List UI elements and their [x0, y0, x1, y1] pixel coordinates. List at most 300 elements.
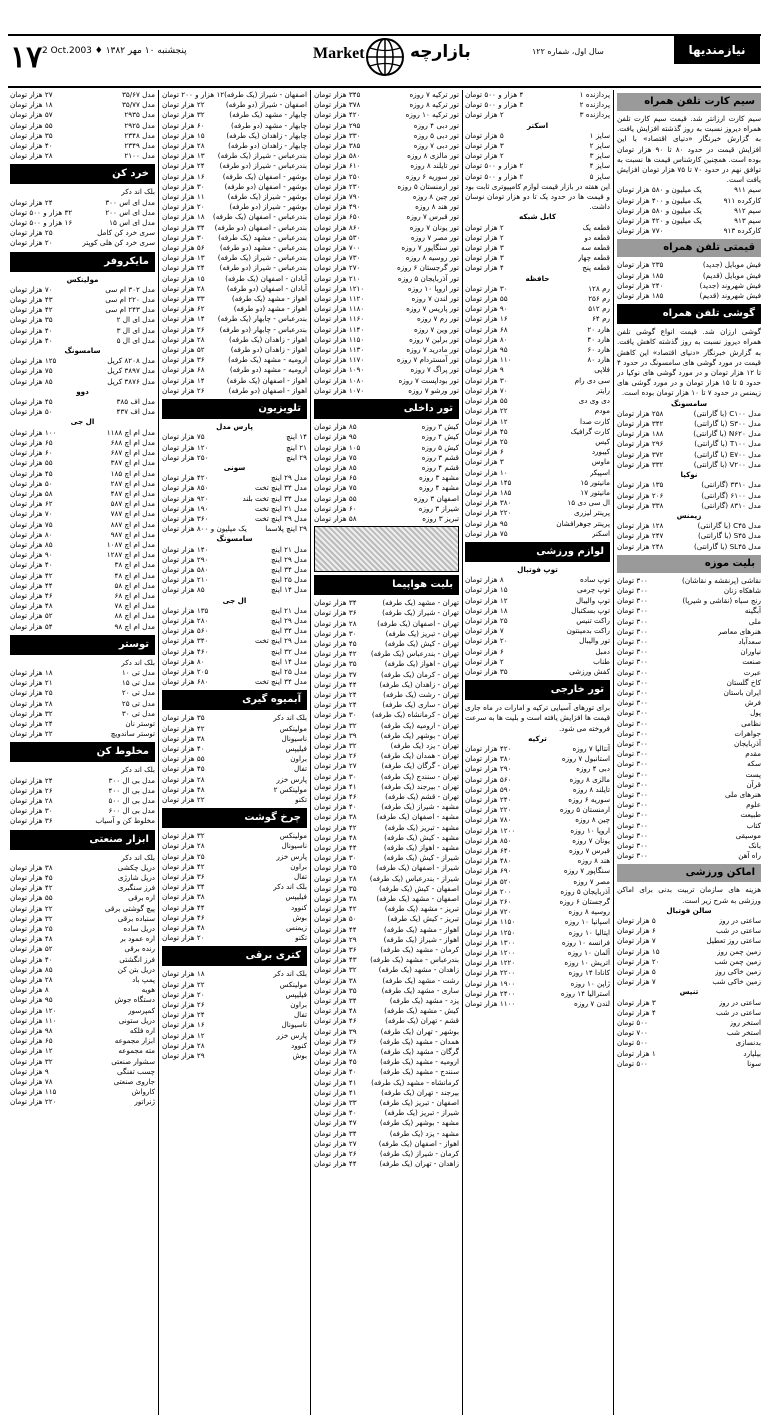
list-item [617, 708, 761, 718]
item-price: ۵۶ هزار تومان [162, 243, 205, 253]
item-label: مدل ای ال ۵ [116, 335, 155, 345]
list-item [10, 428, 155, 438]
list-item [10, 366, 155, 376]
item-label: نقاشی (پرنقشه و نقاشان) [682, 575, 761, 585]
list-item [314, 514, 459, 524]
item-label: آبادان - اصفهان (یک طرفه) [225, 273, 307, 283]
item-label: تور سوریه ۶ روزه [405, 171, 459, 181]
item-price: ۱۸۵ هزار تومان [617, 270, 664, 280]
item-label: فیلیپس [285, 743, 307, 753]
list-item [10, 141, 155, 151]
item-price: ۱۱ هزار تومان [162, 192, 205, 202]
list-item [465, 396, 610, 406]
item-price: ۲۹۰ هزار تومان [465, 764, 512, 774]
list-item [465, 223, 610, 233]
item-price: ۳۴۵ هزار تومان [314, 90, 361, 99]
item-label: فیش شهروند (جدید) [699, 280, 761, 290]
list-item [617, 800, 761, 810]
item-price: ۲۸ هزار تومان [314, 1047, 357, 1057]
item-price: ۲۷۰ هزار تومان [314, 263, 361, 273]
list-item [617, 1059, 761, 1069]
item-price: ۲ هزار تومان [465, 151, 504, 161]
siemens-list [617, 521, 761, 552]
item-price: ۱۳۵ هزار تومان [162, 605, 209, 615]
list-item [465, 785, 610, 795]
item-label: دریل بتن کن [117, 964, 155, 974]
item-price: ۳۶ هزار تومان [162, 355, 205, 365]
list-item [162, 192, 307, 202]
item-price: ۵۵ هزار تومان [10, 893, 53, 903]
item-label: رم ۶۴ [592, 314, 610, 324]
item-price: ۱۹۰۰ هزار تومان [465, 978, 516, 988]
list-item [314, 100, 459, 110]
item-label: استانبول ۷ روزه [561, 754, 610, 764]
item-label: مدل ۲۱ اینچ تخت [255, 503, 307, 513]
item-label: اصفهان - مشهد (یک طرفه) [376, 894, 459, 904]
list-item [314, 792, 459, 802]
item-label: هند ۸ روزه [577, 856, 610, 866]
domestic-list [314, 422, 459, 524]
list-item [617, 668, 761, 678]
item-label: اره برقی [128, 893, 155, 903]
item-label: مدل SL۴۵ (با گارانتی) [693, 541, 761, 551]
list-item [162, 110, 307, 120]
item-label: صنعت [742, 657, 761, 667]
item-label: قشم ۴ روزه [421, 462, 459, 472]
list-item [314, 345, 459, 355]
list-item [162, 882, 307, 892]
item-label: موسیقی [735, 830, 761, 840]
item-label: تهران - رشت (یک طرفه) [383, 689, 459, 699]
item-label: اسپانیا ۱۰ روزه [564, 917, 610, 927]
list-item [10, 581, 155, 591]
item-label: کیش ۵ روزه [421, 442, 459, 452]
list-item [10, 560, 155, 570]
monitor-list [465, 131, 610, 182]
item-price: ۳۰۰ تومان [617, 636, 648, 646]
item-price: ۳۴ هزار تومان [314, 1128, 357, 1138]
micro-list-d [10, 428, 155, 632]
item-price: ۶ هزار تومان [465, 447, 504, 457]
list-item [314, 1149, 459, 1159]
list-item [465, 488, 610, 498]
list-item [10, 658, 155, 668]
list-item [10, 540, 155, 550]
item-label: مانیتور ۱۷ [580, 487, 610, 497]
tv-list-d [162, 606, 307, 688]
sub-pars: پارس مدل [216, 422, 253, 432]
item-label: گرجستان ۶ روزه [559, 897, 610, 907]
item-price: ۳۹ هزار تومان [314, 730, 357, 740]
item-label: سونا [747, 1058, 761, 1068]
list-item [465, 938, 610, 948]
item-label: تور هند ۸ روزه [415, 202, 459, 212]
item-price: ۲۲ هزار تومان [162, 795, 205, 804]
list-item [617, 271, 761, 281]
tv-list-a [162, 432, 307, 463]
item-price: ۱۸ هزار تومان [465, 605, 508, 615]
item-label: بلک اند دکر [273, 969, 307, 979]
item-price: ۷۵ هزار تومان [465, 528, 508, 538]
list-item [465, 141, 610, 151]
item-label: مدل ۲۹ اینچ [271, 615, 307, 625]
item-price: ۳۰۰ تومان [617, 677, 648, 687]
item-price: ۱۱۰ هزار تومان [465, 355, 512, 365]
item-label: بلک اند دکر [121, 657, 155, 667]
item-price: ۱۱۰ هزار تومان [10, 1015, 57, 1025]
airplane-image [314, 526, 459, 572]
list-item [314, 335, 459, 345]
item-price: ۳۰۰ تومان [617, 841, 648, 850]
item-price: ۳۸ هزار تومان [162, 733, 205, 743]
item-label: مدل ۳۴ اینچ تخت [255, 483, 307, 493]
item-label: تور دبی ۷ روزه [413, 141, 459, 151]
item-label: فیلیپس [285, 892, 307, 902]
item-price: ۳۰۰ تومان [617, 718, 648, 728]
item-price: ۳۶ هزار تومان [314, 945, 357, 955]
item-label: ژنراتور [134, 1097, 155, 1107]
item-label: قطعه دو [584, 232, 610, 242]
list-item [617, 926, 761, 936]
item-label: اهواز - مشهد (یک طرفه) [383, 924, 459, 934]
item-label: تهران - کرمانشاه (یک طرفه) [371, 710, 459, 720]
item-price: ۲۰ هزار تومان [162, 933, 205, 943]
item-label: کارکرده ۹۱۱ [723, 195, 761, 205]
item-price: ۴۹۰ هزار تومان [314, 202, 361, 212]
item-price: ۷ هزار تومان [465, 626, 504, 636]
list-item [10, 469, 155, 479]
item-price: ۳۵ هزار تومان [162, 713, 205, 723]
item-price: ۱۱۴۰ هزار تومان [314, 324, 365, 334]
item-label: مدل ام اچ ۷۸ [114, 601, 155, 611]
item-label: کرمانشاه - مشهد (یک طرفه) [371, 1077, 459, 1087]
item-label: مشهد ۴ روزه [419, 483, 459, 493]
item-price: ۴۶ هزار تومان [10, 590, 53, 600]
list-item [10, 944, 155, 954]
item-price: ۴۱ هزار تومان [314, 781, 357, 791]
item-label: ال سی دی ۱۵ [567, 498, 610, 508]
item-label: ارومیه - مشهد (یک طرفه) [228, 355, 307, 365]
item-price: ۴۳ هزار تومان [10, 295, 53, 305]
item-label: بوشهر - شیراز (یک طرفه) [227, 192, 307, 202]
item-price: ۲۹۵ هزار تومان [314, 120, 361, 130]
list-item [465, 172, 610, 182]
item-price: ۲۶ هزار تومان [314, 1149, 357, 1159]
item-label: مدل ۲۵ اینچ [271, 575, 307, 585]
list-item [617, 291, 761, 301]
item-price: ۲۸ هزار تومان [10, 151, 53, 161]
list-item [162, 314, 307, 324]
list-item [465, 979, 610, 989]
item-price: یک میلیون و ۴۲۰ هزار تومان [617, 216, 702, 226]
item-price: ۴۴ هزار تومان [314, 679, 357, 689]
item-label: زاهدان - مشهد (یک طرفه) [378, 965, 459, 975]
item-price: ۲ هزار تومان [465, 656, 504, 666]
item-label: دی وی دی [578, 396, 610, 406]
item-price: ۳۴۰ هزار تومان [162, 636, 209, 646]
item-label: مدل N۶۲۰ (با گارانتی) [693, 429, 761, 439]
list-item [617, 617, 761, 627]
item-label: اروپا ۱۰ روزه [570, 825, 610, 835]
list-item [617, 637, 761, 647]
item-label: مدل ام اچ ۱۲۸۷ [106, 550, 155, 560]
item-label: مدل ۲۹ اینچ [271, 554, 307, 564]
list-item [617, 531, 761, 541]
list-item [465, 304, 610, 314]
item-label: ساعتی در روز [718, 997, 761, 1007]
list-item [162, 141, 307, 151]
item-price: ۳۰ هزار تومان [162, 232, 205, 242]
item-label: قبرس ۷ روزه [569, 846, 610, 856]
newspaper-logo: نیازمندیها [674, 36, 760, 64]
list-item [465, 795, 610, 805]
item-label: مولینکس [279, 723, 307, 733]
item-label: دریل ستونی [118, 1015, 155, 1025]
list-item [10, 571, 155, 581]
list-item [314, 1016, 459, 1026]
item-label: کمپرسور [128, 1005, 155, 1015]
list-item [162, 131, 307, 141]
item-price: ۳۰ هزار تومان [314, 710, 357, 720]
item-label: دستگاه جوش [114, 995, 155, 1005]
list-item [314, 639, 459, 649]
list-item [314, 986, 459, 996]
item-price: ۳۰۰ تومان [617, 708, 648, 718]
item-price: ۱۸۸ هزار تومان [617, 429, 664, 439]
item-price: ۴۲ هزار تومان [314, 904, 357, 914]
item-price: ۳۰۰ تومان [617, 647, 648, 657]
list-item [465, 314, 610, 324]
item-label: مدل C۴۵ (با گارانتی) [697, 521, 761, 531]
item-price: ۲۴۰ هزار تومان [465, 795, 512, 804]
item-price: ۱۶ هزار تومان [162, 1020, 205, 1030]
item-label: مدل ام اچ ۴۸۷ [110, 488, 155, 498]
heading-blender: خرد کن [10, 164, 155, 184]
list-item [10, 995, 155, 1005]
list-item [465, 805, 610, 815]
item-label: مدل ۲۹۳۵ [124, 110, 155, 120]
heading-air-ticket: بلیت هواپیما [314, 575, 459, 595]
item-label: مدل ۲۱۰۰ [124, 151, 155, 161]
item-price: ۳۲ هزار تومان [10, 913, 53, 923]
list-item [10, 1006, 155, 1016]
item-price: ۹۵ هزار تومان [10, 995, 53, 1005]
item-price: ۸۵ هزار تومان [10, 539, 53, 549]
list-item [465, 647, 610, 657]
list-item [314, 263, 459, 273]
item-price: ۱۸ هزار تومان [10, 100, 53, 110]
list-item [617, 739, 761, 749]
list-item [162, 933, 307, 943]
air-list [314, 598, 459, 1169]
list-item [465, 575, 610, 585]
list-item [314, 223, 459, 233]
list-item [465, 325, 610, 335]
item-label: تهران - همدان (یک طرفه) [380, 751, 459, 761]
list-item [162, 1041, 307, 1051]
item-price: ۷۰ هزار تومان [10, 509, 53, 519]
item-price: ۱۱۸۰ هزار تومان [314, 304, 365, 314]
item-label: مدل ام اچ ۱۱۸۸ [106, 427, 155, 437]
item-label: پردازنده ۲ [579, 100, 610, 110]
list-item [617, 810, 761, 820]
list-item [162, 795, 307, 805]
list-item [314, 884, 459, 894]
list-item [10, 315, 155, 325]
item-price: ۳۳ هزار تومان [162, 294, 205, 304]
list-item [10, 601, 155, 611]
list-item [465, 815, 610, 825]
museum-list [617, 576, 761, 862]
item-label: مدل ام اچ ۹۸۷ [110, 529, 155, 539]
item-price: ۳۰۰ تومان [617, 800, 648, 810]
item-price: ۵۰۰ تومان [617, 1038, 648, 1048]
list-item [617, 576, 761, 586]
list-item [465, 744, 610, 754]
item-label: تهران - اصفهان (یک طرفه) [377, 618, 459, 628]
sub-mulinex: مولینکس [66, 274, 99, 284]
item-label: مدل ۲۴۳ ام سی [105, 305, 155, 315]
item-price: ۴۰ هزار تومان [10, 141, 53, 151]
item-price: ۴۲ هزار تومان [314, 822, 357, 832]
list-item [162, 233, 307, 243]
item-label: مدل ۲۳۴۹ [124, 141, 155, 151]
section-title-fa: بازارچه [410, 42, 471, 62]
item-label: قطعه یک [582, 222, 610, 232]
item-label: اسپیکر [589, 467, 610, 477]
sub-tennis: تنیس [679, 987, 699, 997]
item-price: ۶۸۰ هزار تومان [162, 677, 209, 687]
list-item [617, 450, 761, 460]
list-item [617, 821, 761, 831]
item-price: ۱۶ هزار تومان [465, 314, 508, 324]
item-label: تهران - مشهد (یک طرفه) [382, 598, 459, 608]
item-price: ۲۴ هزار تومان [10, 775, 53, 785]
item-price: ۳۲ هزار تومان [162, 110, 205, 120]
heading-simcard: سیم کارت تلفن همراه [617, 93, 761, 111]
item-price: ۷۰۰ هزار تومان [314, 243, 361, 253]
list-item [162, 1031, 307, 1041]
item-price: ۴۸ هزار تومان [314, 1006, 357, 1016]
item-label: طبیعت [740, 810, 761, 820]
item-price: ۲۸ هزار تومان [162, 141, 205, 151]
list-item [162, 616, 307, 626]
item-price: ۲۵ هزار تومان [10, 924, 53, 934]
item-label: رم ۲۵۶ [588, 294, 610, 304]
model-list [10, 90, 155, 161]
item-price: ۸۵ هزار تومان [314, 422, 357, 432]
tools-list [10, 853, 155, 1108]
list-item [465, 90, 610, 100]
list-item [10, 786, 155, 796]
item-label: هنرهای معاصر [717, 626, 761, 636]
item-price: ۵۸۰ هزار تومان [162, 564, 209, 574]
item-label: کارواش [131, 1087, 155, 1097]
item-label: مدل اف ۴۳۷ [116, 407, 155, 417]
item-price: ۴۲۰ هزار تومان [162, 473, 209, 483]
item-price: ۶۲ هزار تومان [10, 499, 53, 509]
item-label: مدل تی ۲۵ [121, 698, 155, 708]
list-item [314, 629, 459, 639]
item-price: ۹۵ هزار تومان [465, 518, 508, 528]
list-item [465, 457, 610, 467]
list-item [10, 1077, 155, 1087]
item-label: راه آهن [738, 851, 761, 861]
item-price: ۲۰۵ هزار تومان [162, 666, 209, 676]
item-price: ۴۰ هزار تومان [314, 802, 357, 812]
list-item [10, 873, 155, 883]
item-label: مدل ای اس ۱۵ [109, 218, 155, 228]
list-item [10, 336, 155, 346]
list-item [162, 386, 307, 396]
item-price: یک میلیون و ۸۰۰ هزار تومان [162, 524, 247, 534]
item-label: بلک اند دکر [121, 765, 155, 775]
item-price: ۷۰۰ تومان [617, 1028, 648, 1038]
item-label: مدل ۲۹۲۵ [124, 120, 155, 130]
list-item [617, 647, 761, 657]
list-item [617, 542, 761, 552]
kettle-list [162, 969, 307, 1061]
item-price: ۵۰ هزار تومان [314, 914, 357, 924]
list-item [162, 212, 307, 222]
sim-list [617, 185, 761, 236]
item-label: اصفهان - کیش (یک طرفه) [378, 883, 459, 893]
item-price: ۲۰ هزار تومان [465, 636, 508, 646]
item-price: ۲۱۰ هزار تومان [162, 575, 209, 585]
item-price: ۵۵ هزار تومان [162, 754, 205, 764]
item-price: ۳۰۰ تومان [617, 810, 648, 820]
item-label: مدل ۲۳۴۸ [124, 130, 155, 140]
item-label: اتریش ۱۰ روزه [564, 958, 610, 968]
list-item [162, 325, 307, 335]
item-price: ۳۰۰ تومان [617, 830, 648, 840]
item-label: بندرعباس - اصفهان (دو طرفه) [214, 222, 307, 232]
item-label: بیلیارد [743, 1048, 761, 1058]
item-price: ۷۵ هزار تومان [162, 432, 205, 442]
list-item [162, 345, 307, 355]
list-item [314, 935, 459, 945]
item-price: ۴۲ هزار تومان [162, 723, 205, 733]
item-label: قطعه چهار [577, 253, 610, 263]
item-price: ۴۰ هزار تومان [10, 325, 53, 335]
para-market: این هفته در بازار قیمت لوازم کامپیوتری ثابت بود و قیمت ها در حدود یک تا دو هزار تومان نوسان داشت. [465, 181, 610, 212]
item-label: بندرعباس - شیراز (دو طرفه) [219, 161, 307, 171]
item-label: پرینتر جوهرافشان [556, 518, 610, 528]
item-label: آذربایجان ۵ روزه [560, 886, 610, 896]
list-item [314, 1118, 459, 1128]
item-label: همدان - مشهد (یک طرفه) [379, 1036, 459, 1046]
item-label: کرمان - شیراز (یک طرفه) [379, 1149, 459, 1159]
list-item [617, 260, 761, 270]
list-item [465, 437, 610, 447]
item-price: ۳۰۰ تومان [617, 575, 648, 585]
item-label: مدل تی ۲۰ [121, 688, 155, 698]
item-label: مدل V۲۰۰ (با گارانتی) [693, 459, 761, 469]
item-price: ۳۲ هزار تومان [162, 831, 205, 841]
list-item [162, 473, 307, 483]
item-label: مدل S۳۰۰ (با گارانتی) [694, 419, 761, 429]
item-label: مقدم [745, 749, 761, 759]
list-item [10, 668, 155, 678]
list-item [162, 355, 307, 365]
sub-football: سالن فوتبال [666, 905, 712, 915]
list-item [617, 729, 761, 739]
item-label: تور برلین ۷ روزه [409, 334, 459, 344]
item-label: مدل ۲۲۰ ام سی [105, 295, 155, 305]
list-item [162, 841, 307, 851]
item-price: ۵۲ هزار تومان [10, 944, 53, 954]
list-item [617, 749, 761, 759]
